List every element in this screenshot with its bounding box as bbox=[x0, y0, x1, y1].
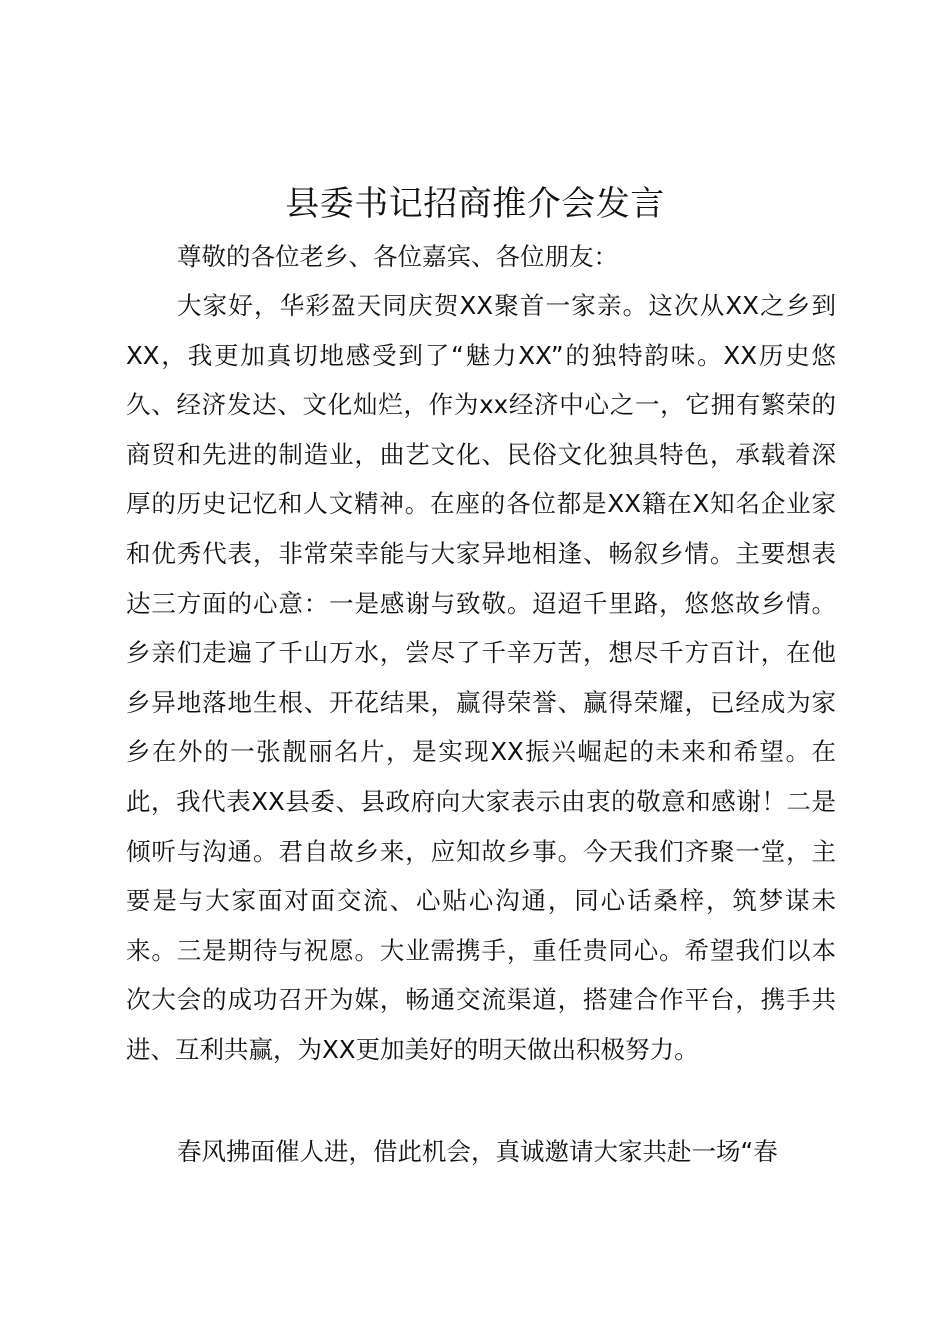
body-paragraph-1: 大家好，华彩盈天同庆贺XX聚首一家亲。这次从XX之乡到XX，我更加真切地感受到了“魅力XX”的独特韵味。XX历史悠久、经济发达、文化灿烂，作为xx经济中心之一，它拥有繁荣的商贸和先进的制造业，曲艺文化、民俗文化独具特色，承载着深厚的历史记忆和人文精神。在座的各位都是XX籍在X知名企业家和优秀代表，非常荣幸能与大家异地相逢、畅叙乡情。主要想表达三方面的心意：一是感谢与致敬。迢迢千里路，悠悠故乡情。乡亲们走遍了千山万水，尝尽了千辛万苦，想尽千方百计，在他乡异地落地生根、开花结果，赢得荣誉、赢得荣耀，已经成为家乡在外的一张靓丽名片，是实现XX振兴崛起的未来和希望。在此，我代表XX县委、县政府向大家表示由衷的敬意和感谢！二是倾听与沟通。君自故乡来，应知故乡事。今天我们齐聚一堂，主要是与大家面对面交流、心贴心沟通，同心话桑梓，筑梦谋未来。三是期待与祝愿。大业需携手，重任贵同心。希望我们以本次大会的成功召开为媒，畅通交流渠道，搭建合作平台，携手共进、互利共赢，为XX更加美好的明天做出积极努力。 bbox=[126, 291, 836, 1064]
document-title: 县委书记招商推介会发言 bbox=[285, 184, 665, 224]
salutation-line: 尊敬的各位老乡、各位嘉宾、各位朋友： bbox=[177, 242, 618, 271]
body-paragraph-2: 春风拂面催人进，借此机会，真诚邀请大家共赴一场“春 bbox=[177, 1137, 778, 1166]
